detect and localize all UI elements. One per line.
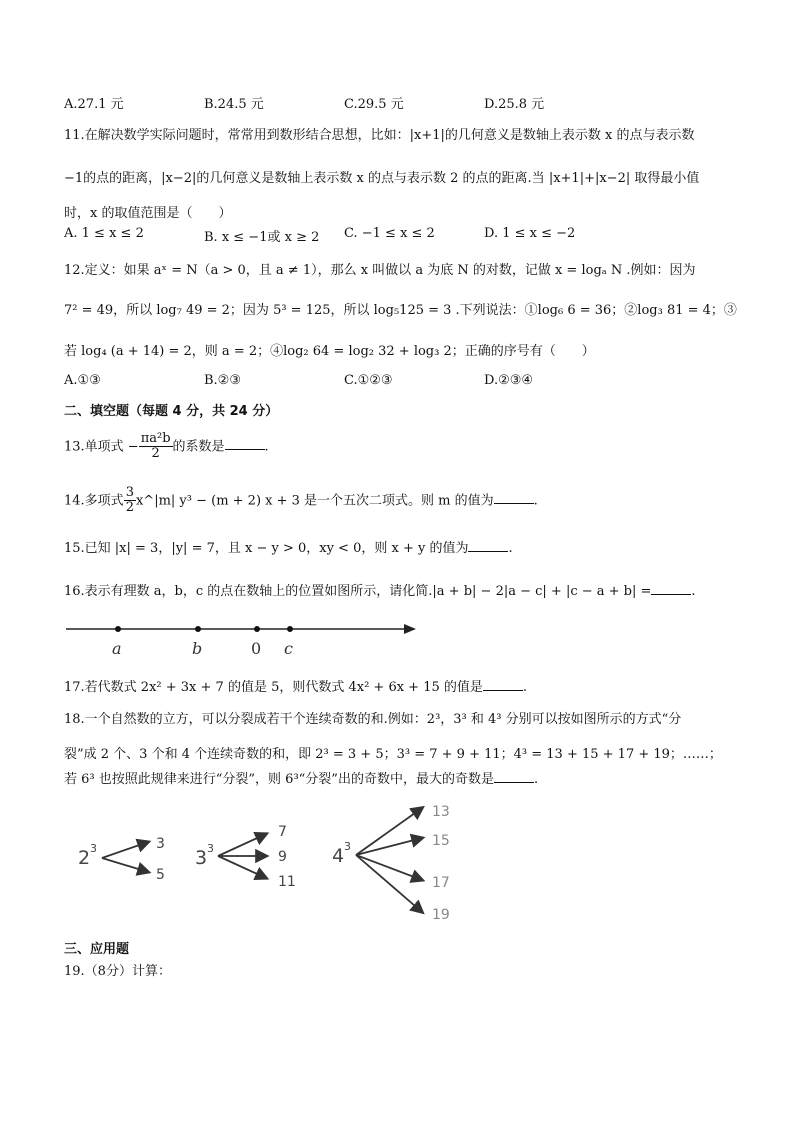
q17	[64, 676, 527, 695]
q15-answer-blank[interactable]	[468, 539, 508, 552]
label-c: c	[284, 639, 293, 658]
g3-base: 4	[332, 845, 345, 867]
point-zero	[254, 626, 260, 632]
q13-numerator: πa²b	[140, 431, 171, 446]
point-b	[195, 626, 201, 632]
q13-end: .	[264, 439, 269, 455]
q15-text: 15.已知 |x| = 3，|y| = 7，且 x − y > 0，xy < 0，则 x + y 的值为	[64, 541, 469, 556]
q10-option-a: A.27.1 元	[64, 97, 124, 112]
g2-value-3: 11	[278, 874, 296, 890]
q14-numerator: 3	[125, 485, 134, 500]
point-c	[287, 626, 293, 632]
g1-value-1: 3	[156, 836, 165, 852]
q14-suffix: x^|m| y³ − (m + 2) x + 3 是一个五次二项式。则 m 的值为	[135, 493, 494, 509]
q13-prefix: 13.单项式 −	[64, 439, 139, 455]
point-a	[115, 626, 121, 632]
label-b: b	[192, 639, 203, 658]
g3-value-4: 19	[432, 907, 450, 923]
q13-denominator: 2	[151, 446, 160, 462]
q18-line-3: 若 6³ 也按照此规律来进行“分裂”，则 6³“分裂”出的奇数中，最大的奇数是	[64, 772, 494, 787]
q13-answer-blank[interactable]	[225, 437, 265, 450]
q11-option-b: B. x ≤ −1或 x ≥ 2	[204, 230, 320, 245]
q12-option-c: C.①②③	[344, 373, 393, 388]
label-a: a	[112, 639, 122, 658]
q11-line-3: 时，x 的取值范围是（ ）	[64, 206, 232, 221]
g2-base: 3	[195, 847, 208, 869]
q12-option-b: B.②③	[204, 373, 241, 388]
split-group-3	[195, 824, 296, 890]
q14	[64, 486, 538, 516]
q12-line-3: 若 log₄ (a + 14) = 2，则 a = 2；④log₂ 64 = log₂ 32 + log₃ 2；正确的序号有（ ）	[64, 344, 595, 359]
q14-denominator: 2	[125, 500, 134, 516]
q13-fraction	[139, 432, 173, 462]
q10-option-c: C.29.5 元	[344, 97, 404, 112]
cube-split-diagram	[70, 798, 470, 928]
g3-value-2: 15	[432, 833, 450, 849]
label-zero: 0	[251, 639, 262, 658]
q12-option-a: A.①③	[64, 373, 101, 388]
q12-option-d: D.②③④	[484, 373, 534, 388]
split-group-2	[78, 836, 165, 883]
q15	[64, 537, 513, 556]
g2-value-2: 9	[278, 849, 287, 865]
number-line-figure	[60, 614, 420, 660]
section-3-heading: 三、应用题	[64, 942, 130, 957]
q14-answer-blank[interactable]	[494, 491, 534, 504]
q16-answer-blank[interactable]	[651, 582, 691, 595]
q17-answer-blank[interactable]	[483, 678, 523, 691]
g1-value-2: 5	[156, 867, 165, 883]
q17-end: .	[522, 680, 528, 695]
g2-exp: 3	[207, 842, 214, 855]
number-line-arrow-icon	[404, 624, 416, 634]
q14-fraction	[124, 486, 136, 516]
q11-option-c: C. −1 ≤ x ≤ 2	[344, 226, 435, 241]
g3-value-1: 13	[432, 804, 450, 820]
q12-line-1: 12.定义：如果 aˣ = N（a > 0，且 a ≠ 1），那么 x 叫做以 a 为底 N 的对数，记做 x = logₐ N .例如：因为	[64, 263, 696, 278]
g1-base: 2	[78, 847, 91, 869]
q10-option-d: D.25.8 元	[484, 97, 545, 112]
q19: 19.（8分）计算：	[64, 964, 171, 979]
q16-text: 16.表示有理数 a，b，c 的点在数轴上的位置如图所示，请化简.|a + b| − 2|a − c| + |c − a + b| =	[64, 584, 652, 599]
q14-prefix: 14.多项式	[64, 493, 124, 509]
section-2-heading: 二、填空题（每题 4 分，共 24 分）	[64, 404, 279, 419]
q16-end: .	[691, 584, 696, 599]
g1-exp: 3	[90, 842, 97, 855]
g3-value-3: 17	[432, 875, 450, 891]
q18-line-2: 裂”成 2 个、3 个和 4 个连续奇数的和，即 2³ = 3 + 5；3³ = 7 + 9 + 11；4³ = 13 + 15 + 17 + 19；……；	[64, 747, 722, 762]
q11-option-d: D. 1 ≤ x ≤ −2	[484, 226, 576, 241]
q11-option-a: A. 1 ≤ x ≤ 2	[64, 226, 144, 241]
q16	[64, 580, 696, 599]
q10-option-b: B.24.5 元	[204, 97, 264, 112]
g2-value-1: 7	[278, 824, 287, 840]
q11-line-2: −1的点的距离，|x−2|的几何意义是数轴上表示数 x 的点与表示数 2 的点的距离.当 |x+1|+|x−2| 取得最小值	[64, 171, 700, 186]
q13	[64, 432, 269, 462]
q18-answer-blank[interactable]	[494, 770, 534, 783]
q17-text: 17.若代数式 2x² + 3x + 7 的值是 5，则代数式 4x² + 6x + 15 的值是	[64, 680, 483, 695]
q13-suffix: 的系数是	[172, 439, 225, 455]
split-group-4	[332, 804, 450, 923]
g3-exp: 3	[344, 840, 351, 853]
q14-end: .	[533, 493, 538, 509]
q12-line-2: 7² = 49，所以 log₇ 49 = 2；因为 5³ = 125，所以 log₅125 = 3 .下列说法：①log₆ 6 = 36；②log₃ 81 = 4；③	[64, 303, 737, 318]
q15-end: .	[508, 541, 513, 556]
q18-line-3-wrap	[64, 768, 538, 787]
q18-end: .	[533, 772, 539, 787]
q11-line-1: 11.在解决数学实际问题时，常常用到数形结合思想，比如：|x+1|的几何意义是数轴上表示数 x 的点与表示数	[64, 128, 695, 143]
q18-line-1: 18.一个自然数的立方，可以分裂成若干个连续奇数的和.例如：2³，3³ 和 4³ 分别可以按如图所示的方式“分	[64, 712, 682, 727]
